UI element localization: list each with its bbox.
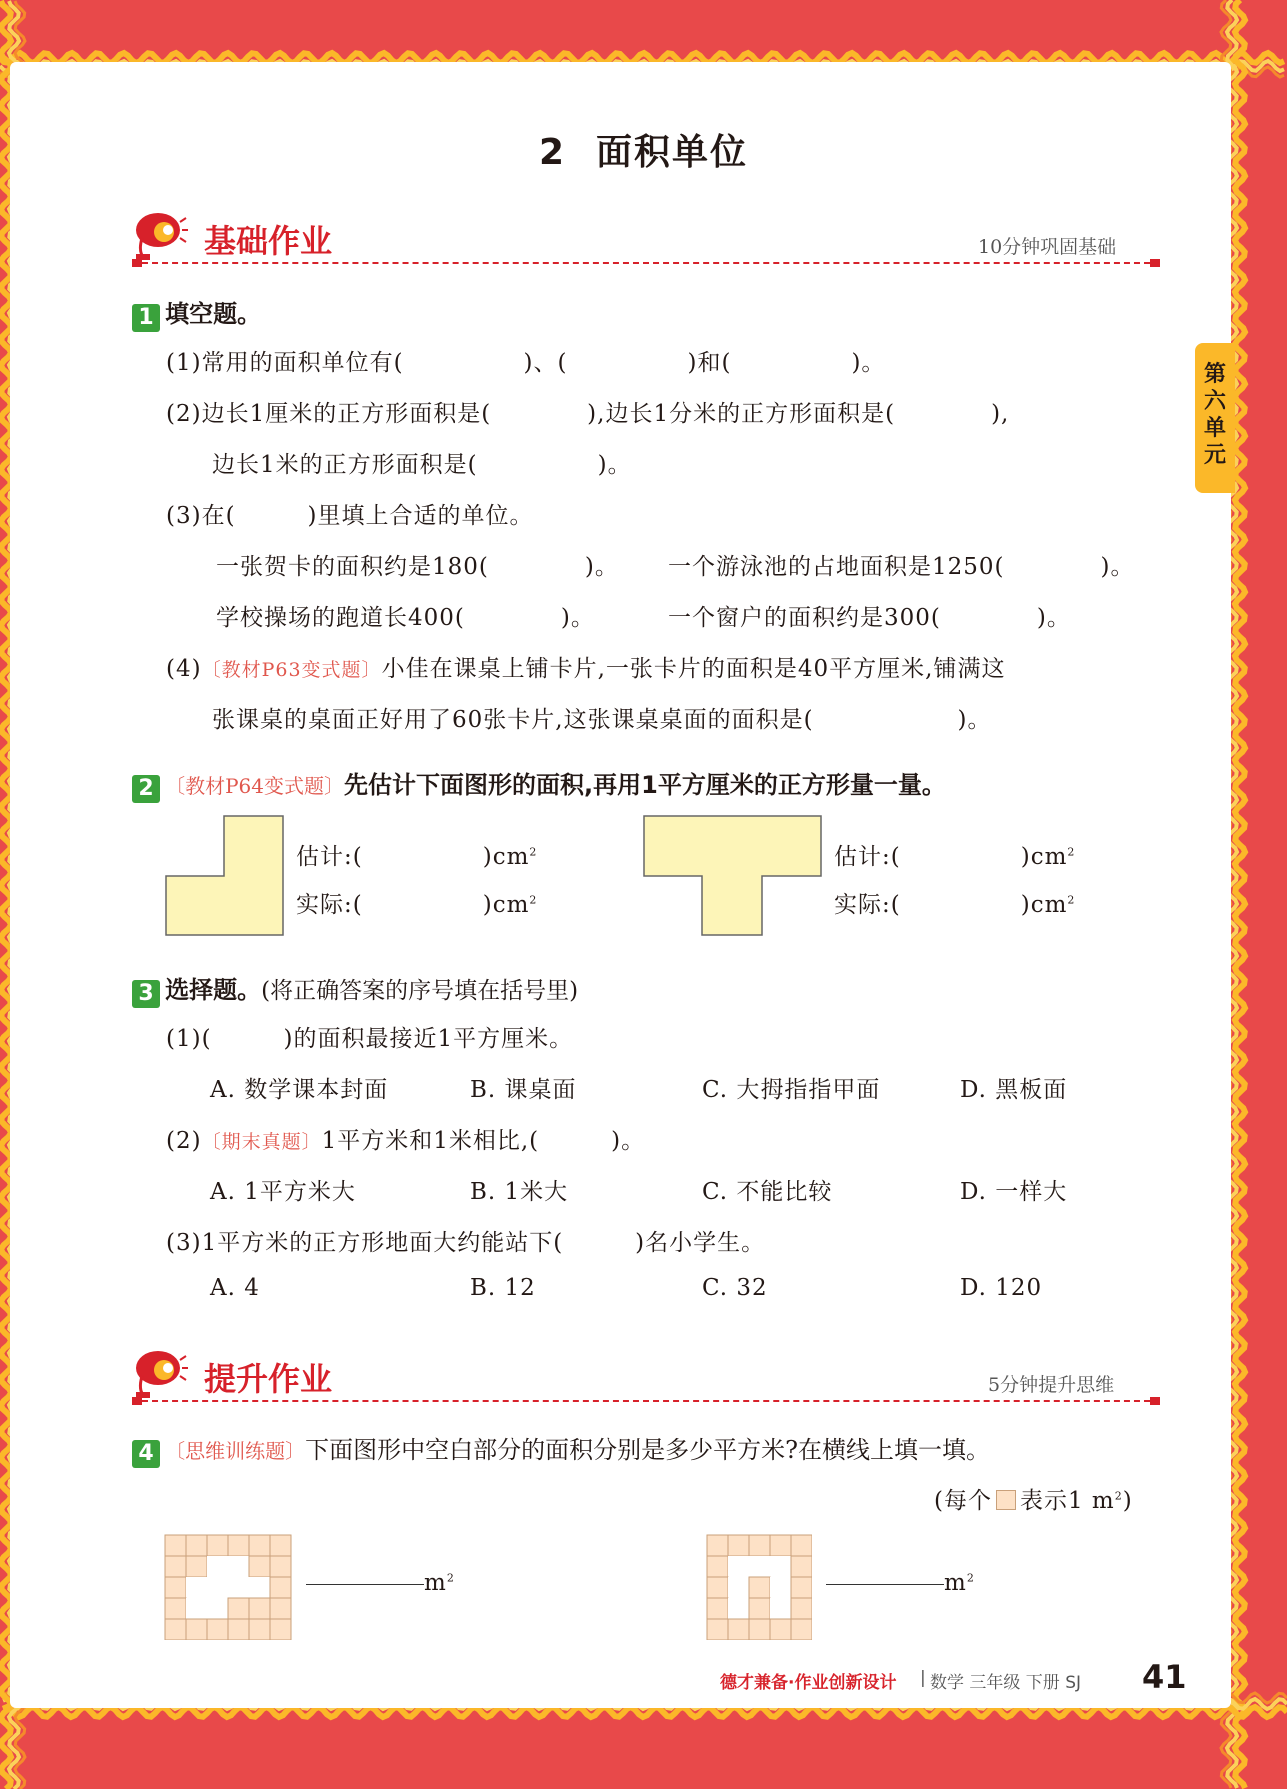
grid-cell <box>186 1619 207 1640</box>
q2-fig2-estimate-sup: 2 <box>1067 845 1076 859</box>
blank-cell <box>749 1556 770 1577</box>
q1-line-7-prefix: (4) <box>166 656 202 682</box>
side-tab-char-4: 元 <box>1203 443 1226 468</box>
q4-answer-2-unit: m <box>944 1570 967 1596</box>
q3-title-note: (将正确答案的序号填在括号里) <box>261 978 579 1004</box>
blank-cell <box>770 1556 791 1577</box>
q1-line-1: (1)常用的面积单位有( )、( )和( )。 <box>166 350 886 376</box>
q4-note-pre: (每个 <box>934 1488 992 1514</box>
title-text: 面积单位 <box>596 132 749 173</box>
section-divider-advanced <box>142 1400 1150 1402</box>
section-title-advanced: 提升作业 <box>204 1360 333 1398</box>
q1-line-2: (2)边长1厘米的正方形面积是( ),边长1分米的正方形面积是( ), <box>166 401 1010 427</box>
q1-line-5a: 一张贺卡的面积约是180( )。 <box>216 554 619 580</box>
grid-cell <box>770 1619 791 1640</box>
q3-s2-option-d: D. 一样大 <box>960 1179 1068 1205</box>
page-number: 41 <box>1142 1658 1187 1696</box>
q1-line-5b: 一个游泳池的占地面积是1250( )。 <box>668 554 1135 580</box>
divider-cap-right <box>1150 259 1160 267</box>
q2-fig2-estimate-text: 估计:( )cm <box>834 844 1068 870</box>
mascot-icon <box>130 208 188 262</box>
q2-fig2-actual <box>834 886 1075 919</box>
grid-cell <box>270 1535 291 1556</box>
q1-line-7-text: 小佳在课桌上铺卡片,一张卡片的面积是40平方厘米,铺满这 <box>381 656 1006 682</box>
grid-cell <box>707 1598 728 1619</box>
section-subtitle-basic: 10分钟巩固基础 <box>978 236 1117 258</box>
q1-line-3: 边长1米的正方形面积是( )。 <box>212 452 632 478</box>
q3-s2-prefix: (2) <box>166 1128 202 1154</box>
grid-cell <box>249 1598 270 1619</box>
q3-s1-option-a: A. 数学课本封面 <box>210 1077 389 1103</box>
q2-fig2-actual-text: 实际:( )cm <box>834 892 1068 918</box>
grid-cell <box>165 1619 186 1640</box>
q2-fig1-actual-text: 实际:( )cm <box>296 892 530 918</box>
q2-header <box>132 765 946 803</box>
q4-number: 4 <box>132 1440 160 1468</box>
side-tab-char-3: 单 <box>1203 416 1226 441</box>
grid-cell <box>270 1619 291 1640</box>
l-shape-figure <box>164 814 286 938</box>
grid-cell <box>249 1535 270 1556</box>
footer-separator: | <box>920 1668 926 1688</box>
answer-line-2[interactable] <box>826 1583 944 1585</box>
q4-tag: 〔思维训练题〕 <box>165 1439 306 1463</box>
q3-s3-option-c: C. 32 <box>702 1275 768 1301</box>
footer-info: 数学 三年级 下册 SJ <box>930 1673 1082 1693</box>
q2-fig1-actual-sup: 2 <box>529 893 538 907</box>
grid-cell <box>165 1598 186 1619</box>
grid-cell <box>228 1598 249 1619</box>
section-title-basic: 基础作业 <box>204 222 333 260</box>
blank-cell <box>228 1577 249 1598</box>
grid-cell <box>186 1535 207 1556</box>
blank-cell <box>228 1556 249 1577</box>
q3-s1-option-b: B. 课桌面 <box>470 1077 577 1103</box>
q2-fig1-estimate-text: 估计:( )cm <box>296 844 530 870</box>
unit-side-tab <box>1195 343 1235 493</box>
q3-s2-option-a: A. 1平方米大 <box>210 1179 356 1205</box>
q1-line-6a: 学校操场的跑道长400( )。 <box>216 605 595 631</box>
q1-title: 填空题。 <box>165 300 262 328</box>
grid-cell <box>270 1577 291 1598</box>
q3-title: 选择题。 <box>165 976 262 1004</box>
blank-cell <box>207 1598 228 1619</box>
q4-answer-1 <box>306 1570 455 1596</box>
q3-number: 3 <box>132 980 160 1008</box>
blank-cell <box>770 1598 791 1619</box>
q3-s3: (3)1平方米的正方形地面大约能站下( )名小学生。 <box>166 1230 766 1256</box>
grid-cell <box>749 1619 770 1640</box>
grid-cell <box>228 1619 249 1640</box>
grid-cell <box>165 1577 186 1598</box>
q3-s2-tag: 〔期末真题〕 <box>201 1131 322 1153</box>
section-divider-basic <box>142 262 1150 264</box>
q4-answer-2-sup: 2 <box>966 1571 975 1585</box>
q4-note-end: ) <box>1122 1488 1133 1514</box>
q2-fig1-actual <box>296 886 537 919</box>
q4-note-sup: 2 <box>1114 1489 1123 1503</box>
q3-s2-option-c: C. 不能比较 <box>702 1179 833 1205</box>
q3-s1-option-d: D. 黑板面 <box>960 1077 1068 1103</box>
q2-fig1-estimate <box>296 838 537 871</box>
q1-header <box>132 294 261 332</box>
q4-answer-1-unit: m <box>424 1570 447 1596</box>
q3-s3-option-b: B. 12 <box>470 1275 536 1301</box>
grid-cell <box>707 1619 728 1640</box>
q3-s3-option-d: D. 120 <box>960 1275 1043 1301</box>
grid-cell <box>728 1619 749 1640</box>
grid-cell <box>749 1598 770 1619</box>
unit-square-icon <box>996 1490 1016 1510</box>
grid-cell <box>228 1535 249 1556</box>
grid-cell <box>207 1535 228 1556</box>
footer-brand: 德才兼备·作业创新设计 <box>720 1673 897 1693</box>
q1-number: 1 <box>132 304 160 332</box>
answer-line-1[interactable] <box>306 1583 424 1585</box>
grid-cell <box>791 1535 812 1556</box>
q3-s2-option-b: B. 1米大 <box>470 1179 569 1205</box>
q1-line-4: (3)在( )里填上合适的单位。 <box>166 503 534 529</box>
q3-s1-option-c: C. 大拇指指甲面 <box>702 1077 881 1103</box>
grid-cell <box>270 1598 291 1619</box>
grid-cell <box>791 1619 812 1640</box>
blank-cell <box>207 1577 228 1598</box>
q3-s1: (1)( )的面积最接近1平方厘米。 <box>166 1026 574 1052</box>
q4-answer-1-sup: 2 <box>446 1571 455 1585</box>
side-tab-char-2: 六 <box>1203 389 1226 414</box>
q2-tag: 〔教材P64变式题〕 <box>165 774 344 798</box>
grid-cell <box>270 1556 291 1577</box>
q4-answer-2 <box>826 1570 975 1596</box>
q1-line-7 <box>166 650 1005 683</box>
q1-line-6b: 一个窗户的面积约是300( )。 <box>668 605 1071 631</box>
grid-cell <box>249 1619 270 1640</box>
blank-cell <box>728 1556 749 1577</box>
q2-number: 2 <box>132 775 160 803</box>
grid-cell <box>186 1556 207 1577</box>
q2-fig2-actual-sup: 2 <box>1067 893 1076 907</box>
q2-title: 先估计下面图形的面积,再用1平方厘米的正方形量一量。 <box>344 771 946 799</box>
mascot-icon-2 <box>130 1346 188 1400</box>
t-shape-figure <box>642 814 824 938</box>
grid-cell <box>207 1619 228 1640</box>
q3-header <box>132 970 578 1008</box>
blank-cell <box>207 1556 228 1577</box>
grid-cell <box>749 1577 770 1598</box>
q4-header <box>132 1430 990 1468</box>
q2-fig1-estimate-sup: 2 <box>529 845 538 859</box>
blank-cell <box>249 1577 270 1598</box>
page-title <box>0 124 1287 175</box>
q3-s3-option-a: A. 4 <box>210 1275 260 1301</box>
divider-cap-left-2 <box>132 1397 142 1405</box>
q1-line-8: 张课桌的桌面正好用了60张卡片,这张课桌桌面的面积是( )。 <box>212 707 992 733</box>
q3-s2 <box>166 1122 645 1155</box>
grid-cell <box>707 1556 728 1577</box>
grid-cell <box>165 1535 186 1556</box>
grid-cell <box>728 1535 749 1556</box>
grid-cell <box>707 1535 728 1556</box>
grid-cell <box>165 1556 186 1577</box>
grid-cell <box>749 1535 770 1556</box>
blank-cell <box>770 1577 791 1598</box>
q4-note-post: 表示1 m <box>1019 1488 1115 1514</box>
grid-cell <box>791 1598 812 1619</box>
divider-cap-right-2 <box>1150 1397 1160 1405</box>
q4-note <box>934 1482 1133 1515</box>
divider-cap-left <box>132 259 142 267</box>
section-subtitle-advanced: 5分钟提升思维 <box>988 1374 1115 1396</box>
grid-figure-2 <box>706 1534 812 1640</box>
blank-cell <box>186 1577 207 1598</box>
grid-cell <box>791 1556 812 1577</box>
grid-cell <box>707 1577 728 1598</box>
title-number: 2 <box>538 132 567 173</box>
q3-s2-text: 1平方米和1米相比,( )。 <box>321 1128 646 1154</box>
blank-cell <box>186 1598 207 1619</box>
q4-title: 下面图形中空白部分的面积分别是多少平方米?在横线上填一填。 <box>305 1436 990 1464</box>
side-tab-char-1: 第 <box>1203 362 1226 387</box>
grid-cell <box>791 1577 812 1598</box>
grid-cell <box>770 1535 791 1556</box>
q2-fig2-estimate <box>834 838 1075 871</box>
q1-line-7-tag: 〔教材P63变式题〕 <box>201 659 382 681</box>
grid-cell <box>249 1556 270 1577</box>
grid-figure-1 <box>164 1534 292 1640</box>
blank-cell <box>728 1598 749 1619</box>
blank-cell <box>728 1577 749 1598</box>
